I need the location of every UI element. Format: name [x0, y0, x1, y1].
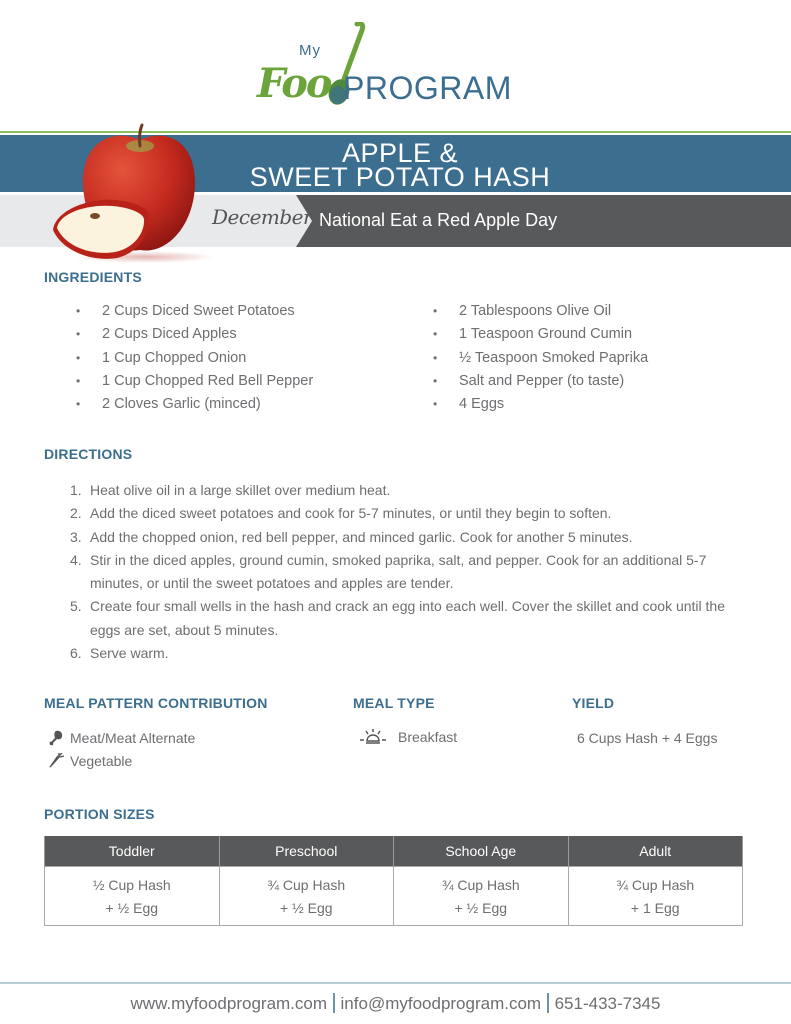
step-number: 3.	[70, 528, 82, 545]
carrot-icon	[49, 753, 64, 769]
observance-label: National Eat a Red Apple Day	[319, 210, 558, 230]
step-number: 2.	[70, 505, 82, 522]
ingredients-list-left	[74, 300, 313, 416]
ingredient-item: • 2 Tablespoons Olive Oil	[431, 300, 648, 323]
ingredient-item: • 1 Cup Chopped Red Bell Pepper	[74, 370, 313, 393]
step-text: Stir in the diced apples, ground cumin, smoked paprika, salt, and pepper. Cook for an additional 5-7 minutes, or until the sweet potatoes and apples are tender.	[90, 551, 707, 592]
portion-line: ¾ Cup Hash	[267, 876, 346, 893]
portion-line: + ½ Egg	[454, 899, 508, 916]
footer-separator	[333, 993, 335, 1013]
direction-step	[70, 526, 750, 549]
direction-step	[70, 502, 750, 525]
meal-pattern-label: Vegetable	[70, 753, 133, 769]
footer-separator	[547, 993, 549, 1013]
yield-heading: YIELD	[572, 695, 615, 711]
phone-number: 651-433-7345	[554, 994, 661, 1013]
direction-step	[70, 549, 750, 596]
portion-line: ½ Cup Hash	[92, 876, 171, 893]
ingredient-item: • 1 Cup Chopped Onion	[74, 347, 313, 370]
ingredients-list-right	[431, 300, 648, 416]
meat-drumstick-icon	[49, 730, 64, 746]
logo-program-text: PROGRAM	[343, 70, 512, 106]
recipe-title-line2: SWEET POTATO HASH	[249, 162, 551, 192]
direction-step	[70, 479, 750, 502]
ingredient-item: • 2 Cloves Garlic (minced)	[74, 393, 313, 416]
step-number: 4.	[70, 551, 82, 568]
ingredient-item: • ½ Teaspoon Smoked Paprika	[431, 347, 648, 370]
logo-food-text: Foo	[257, 60, 331, 107]
meal-type-heading: MEAL TYPE	[353, 695, 435, 711]
meal-type-value: Breakfast	[398, 729, 458, 745]
ingredient-item: • 2 Cups Diced Sweet Potatoes	[74, 300, 313, 323]
sunrise-icon	[360, 728, 386, 746]
directions-heading: DIRECTIONS	[44, 446, 133, 462]
ingredient-item: • Salt and Pepper (to taste)	[431, 370, 648, 393]
table-header-row	[45, 836, 743, 866]
portion-line: + ½ Egg	[105, 899, 159, 916]
step-text: Add the diced sweet potatoes and cook for 5-7 minutes, or until they begin to soften.	[90, 505, 612, 522]
ingredients-heading: INGREDIENTS	[44, 269, 142, 285]
portion-cell-toddler	[45, 866, 220, 925]
logo-my-text: My	[299, 42, 321, 59]
step-text: Add the chopped onion, red bell pepper, and minced garlic. Cook for another 5 minutes.	[90, 528, 633, 545]
column-header-adult: Adult	[568, 836, 743, 866]
portion-sizes-table	[44, 836, 743, 926]
portion-line: ¾ Cup Hash	[616, 876, 695, 893]
column-header-preschool: Preschool	[219, 836, 394, 866]
direction-step	[70, 595, 750, 642]
meal-pattern-label: Meat/Meat Alternate	[70, 730, 196, 746]
step-number: 1.	[70, 482, 82, 498]
meal-pattern-heading: MEAL PATTERN CONTRIBUTION	[44, 695, 268, 711]
step-number: 6.	[70, 645, 82, 662]
portion-line: ¾ Cup Hash	[441, 876, 520, 893]
apple-illustration	[45, 120, 215, 265]
meal-type-item	[360, 728, 457, 746]
ingredient-item: • 1 Teaspoon Ground Cumin	[431, 323, 648, 346]
date-label: December 1	[212, 205, 331, 229]
step-number: 5.	[70, 598, 82, 615]
table-row	[45, 866, 743, 925]
website-link[interactable]: www.myfoodprogram.com	[130, 994, 328, 1013]
meal-pattern-item	[49, 753, 132, 769]
step-text: Create four small wells in the hash and crack an egg into each well. Cover the skillet and cook until the eggs are set, about 5 minutes.	[90, 598, 726, 638]
portion-line: + ½ Egg	[279, 899, 333, 916]
portion-cell-school-age	[394, 866, 569, 925]
footer-contact	[0, 993, 791, 1014]
yield-value: 6 Cups Hash + 4 Eggs	[577, 730, 718, 746]
direction-step	[70, 642, 750, 665]
portion-cell-preschool	[219, 866, 394, 925]
ingredient-item: • 4 Eggs	[431, 393, 648, 416]
column-header-school-age: School Age	[394, 836, 569, 866]
portion-line: + 1 Egg	[630, 899, 680, 916]
meal-pattern-item	[49, 730, 195, 746]
email-link[interactable]: info@myfoodprogram.com	[340, 994, 542, 1013]
recipe-title-line1: APPLE &	[341, 138, 459, 168]
step-text: Heat olive oil in a large skillet over medium heat.	[90, 482, 391, 498]
step-text: Serve warm.	[90, 645, 169, 662]
portion-sizes-heading: PORTION SIZES	[44, 806, 155, 822]
directions-list	[70, 479, 750, 665]
column-header-toddler: Toddler	[45, 836, 220, 866]
footer-divider	[0, 982, 791, 984]
portion-cell-adult	[568, 866, 743, 925]
brand-logo	[255, 22, 545, 108]
ingredient-item: • 2 Cups Diced Apples	[74, 323, 313, 346]
